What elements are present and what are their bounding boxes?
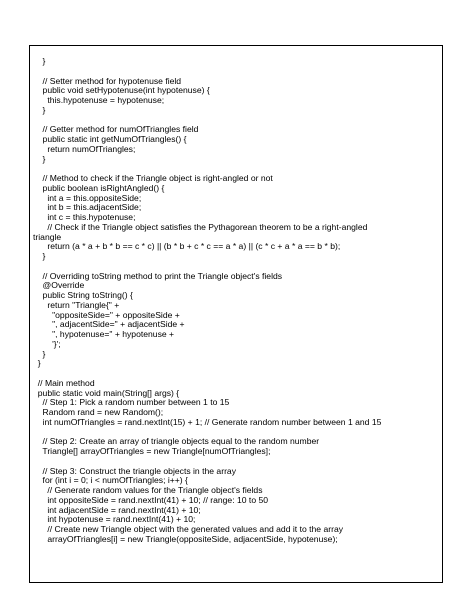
code-line: } <box>33 359 41 369</box>
code-line: } <box>33 154 46 164</box>
code-line: Random rand = new Random(); <box>33 408 164 417</box>
code-line: @Override <box>33 281 85 291</box>
code-line: return "Triangle{" + <box>33 300 120 310</box>
code-line: // Create new Triangle object with the generated values and add it to the array <box>33 525 344 534</box>
code-line: // Step 1: Pick a random number between 1 to 15 <box>33 398 230 408</box>
code-line <box>33 67 441 77</box>
code-line: '}'; <box>33 339 61 349</box>
code-line: } <box>33 252 46 261</box>
code-listing <box>33 57 441 545</box>
code-line: int numOfTriangles = rand.nextInt(15) + 1; // Generate random number between 1 and 15 <box>33 417 382 427</box>
code-line: public void setHypotenuse(int hypotenuse) { <box>33 86 210 96</box>
code-line: } <box>33 57 46 66</box>
code-line: int a = this.oppositeSide; <box>33 193 142 203</box>
code-line: ", adjacentSide=" + adjacentSide + <box>33 320 185 330</box>
code-line <box>33 457 441 467</box>
code-line: } <box>33 349 46 359</box>
code-line: // Overriding toString method to print the Triangle object's fields <box>33 271 283 281</box>
code-line: // Getter method for numOfTriangles field <box>33 125 199 135</box>
code-line: // Generate random values for the Triangle object's fields <box>33 486 263 495</box>
code-line: this.hypotenuse = hypotenuse; <box>33 96 165 105</box>
code-line: return (a * a + b * b == c * c) || (b * b + c * c == a * a) || (c * c + a * a == b * b); <box>33 242 341 252</box>
code-line: "oppositeSide=" + oppositeSide + <box>33 310 180 320</box>
code-line: triangle <box>33 232 62 242</box>
code-line: // Method to check if the Triangle object is right-angled or not <box>33 174 273 183</box>
code-line: return numOfTriangles; <box>33 144 136 154</box>
code-line: int c = this.hypotenuse; <box>33 213 136 222</box>
code-line: public boolean isRightAngled() { <box>33 183 165 193</box>
code-line: int oppositeSide = rand.nextInt(41) + 10; // range: 10 to 50 <box>33 495 269 505</box>
code-line: int hypotenuse = rand.nextInt(41) + 10; <box>33 515 196 525</box>
code-line: // Setter method for hypotenuse field <box>33 76 182 86</box>
code-line: public static void main(String[] args) { <box>33 388 180 398</box>
code-line: // Step 2: Create an array of triangle objects equal to the random number <box>33 437 320 447</box>
code-line <box>33 116 441 126</box>
code-line: arrayOfTriangles[i] = new Triangle(oppositeSide, adjacentSide, hypotenuse); <box>33 534 338 544</box>
code-line: Triangle[] arrayOfTriangles = new Triangle[numOfTriangles]; <box>33 447 271 456</box>
code-line <box>33 262 441 272</box>
code-line: // Main method <box>33 378 95 388</box>
code-line: int b = this.adjacentSide; <box>33 203 142 213</box>
code-line: public String toString() { <box>33 291 133 300</box>
code-line <box>33 428 441 438</box>
code-line: // Step 3: Construct the triangle objects in the array <box>33 466 237 476</box>
code-line <box>33 164 441 174</box>
code-line: // Check if the Triangle object satisfies the Pythagorean theorem to be a right-angled <box>33 222 368 232</box>
code-line <box>33 369 441 379</box>
code-line: public static int getNumOfTriangles() { <box>33 135 187 144</box>
code-line: } <box>33 105 46 115</box>
code-line: ", hypotenuse=" + hypotenuse + <box>33 330 175 339</box>
code-line: for (int i = 0; i < numOfTriangles; i++) { <box>33 476 188 486</box>
code-line: int adjacentSide = rand.nextInt(41) + 10; <box>33 505 201 515</box>
